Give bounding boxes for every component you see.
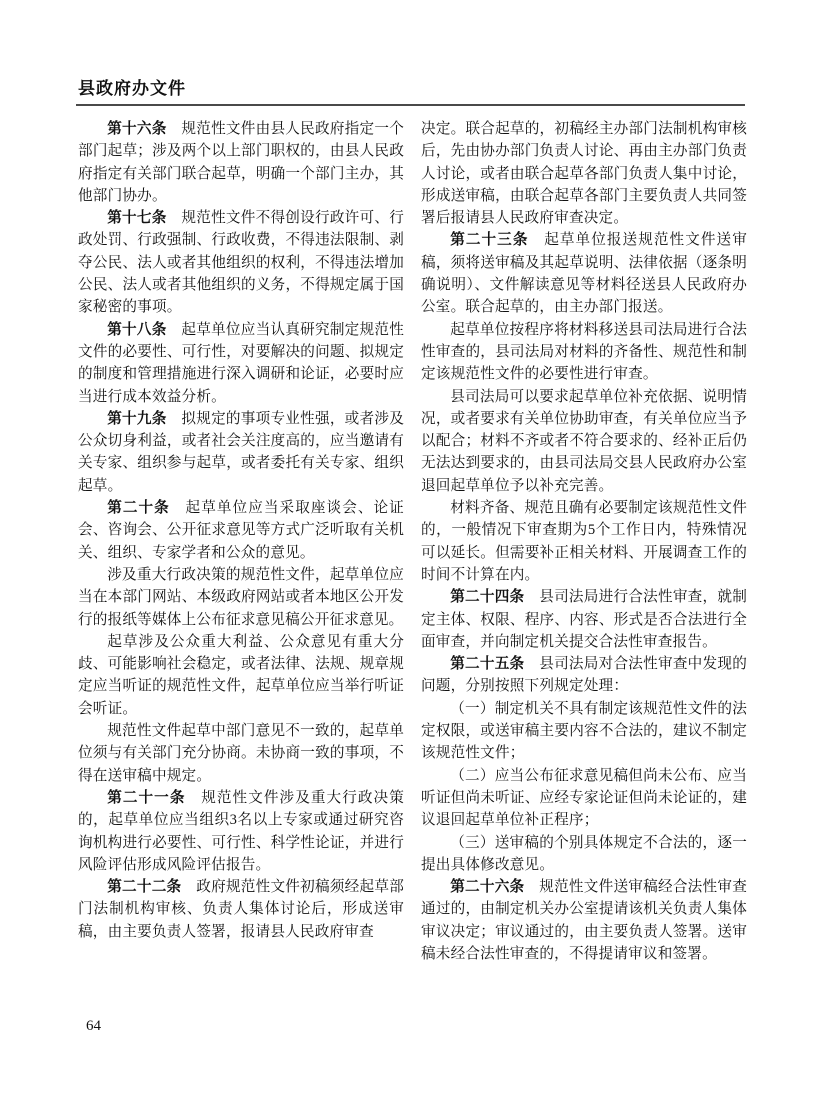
article-paragraph: 第二十条 起草单位应当采取座谈会、论证会、咨询会、公开征求意见等方式广泛听取有关机关、组织、专家学者和公众的意见。: [78, 500, 404, 561]
article-paragraph: 第十八条 起草单位应当认真研究制定规范性文件的必要性、可行性，对要解决的问题、拟规定的制度和管理措施进行深入调研和论证，必要时应当进行成本效益分析。: [78, 321, 404, 405]
article-number: 第十八条: [107, 321, 167, 338]
article-number: 第十六条: [107, 121, 167, 137]
header-divider: [76, 104, 745, 106]
article-paragraph: 第二十一条 规范性文件涉及重大行政决策的，起草单位应当组织3名以上专家或通过研究咨询机构进行必要性、可行性、科学性论证，并进行风险评估形成风险评估报告。: [78, 789, 404, 873]
article-number: 第二十一条: [107, 789, 186, 806]
body-paragraph: 涉及重大行政决策的规范性文件，起草单位应当在本部门网站、本级政府网站或者本地区公开发行的报纸等媒体上公布征求意见稿公开征求意见。: [78, 566, 404, 628]
body-paragraph: 规范性文件起草中部门意见不一致的，起草单位须与有关部门充分协商。未协商一致的事项，不得在送审稿中规定。: [78, 723, 404, 784]
article-paragraph: 第二十六条 规范性文件送审稿经合法性审查通过的，由制定机关办公室提请该机关负责人集体审议决定；审议通过的，由主要负责人签署。送审稿未经合法性审查的，不得提请审议和签署。: [421, 879, 747, 962]
body-paragraph: （二）应当公布征求意见稿但尚未公布、应当听证但尚未听证、应经专家论证但尚未论证的，建议退回起草单位补正程序；: [421, 767, 747, 829]
article-paragraph: 第十七条 规范性文件不得创设行政许可、行政处罚、行政强制、行政收费，不得违法限制、剥夺公民、法人或者其他组织的权利，不得违法增加公民、法人或者其他组织的义务，不得规定属于国家秘密的事项。: [78, 210, 404, 316]
article-number: 第二十四条: [450, 589, 525, 606]
article-number: 第十九条: [107, 410, 167, 427]
article-number: 第二十二条: [107, 879, 182, 896]
body-paragraph: 决定。联合起草的，初稿经主办部门法制机构审核后，先由协办部门负责人讨论、再由主办部门负责人讨论，或者由联合起草各部门负责人集中讨论，形成送审稿，由联合起草各部门主要负责人共同签署后报请县人民政府审查决定。: [421, 121, 747, 227]
article-paragraph: 第二十五条 县司法局对合法性审查中发现的问题，分别按照下列规定处理：: [421, 656, 747, 695]
body-paragraph: 县司法局可以要求起草单位补充依据、说明情况，或者要求有关单位协助审查，有关单位应当予以配合；材料不齐或者不符合要求的、经补正后仍无法达到要求的，由县司法局交县人民政府办公室退回起草单位予以补充完善。: [421, 388, 747, 494]
article-paragraph: 第二十三条 起草单位报送规范性文件送审稿，须将送审稿及其起草说明、法律依据（逐条明确说明）、文件解读意见等材料径送县人民政府办公室。联合起草的，由主办部门报送。: [421, 232, 747, 316]
article-paragraph: 第十六条 规范性文件由县人民政府指定一个部门起草；涉及两个以上部门职权的，由县人民政府指定有关部门联合起草，明确一个部门主办，其他部门协办。: [78, 121, 404, 204]
body-paragraph: （三）送审稿的个别具体规定不合法的，逐一提出具体修改意见。: [421, 834, 747, 873]
body-paragraph: （一）制定机关不具有制定该规范性文件的法定权限，或送审稿主要内容不合法的，建议不制定该规范性文件；: [421, 700, 747, 762]
body-paragraph: 材料齐备、规范且确有必要制定该规范性文件的，一般情况下审查期为5个工作日内，特殊情况可以延长。但需要补正相关材料、开展调查工作的时间不计算在内。: [421, 500, 747, 583]
article-number: 第二十五条: [450, 656, 525, 673]
article-number: 第十七条: [107, 210, 167, 227]
article-number: 第二十三条: [450, 232, 529, 249]
text-body: [78, 118, 747, 965]
column-left: [78, 118, 404, 965]
article-number: 第二十六条: [450, 879, 525, 896]
article-paragraph: 第二十二条 政府规范性文件初稿须经起草部门法制机构审核、负责人集体讨论后，形成送审稿，由主要负责人签署，报请县人民政府审查: [78, 879, 404, 940]
page-title: 县政府办文件: [78, 79, 186, 98]
page-number: 64: [86, 1018, 101, 1034]
article-paragraph: 第十九条 拟规定的事项专业性强，或者涉及公众切身利益，或者社会关注度高的，应当邀请有关专家、组织参与起草，或者委托有关专家、组织起草。: [78, 410, 404, 494]
article-number: 第二十条: [107, 500, 170, 517]
body-paragraph: 起草单位按程序将材料移送县司法局进行合法性审查的，县司法局对材料的齐备性、规范性和制定该规范性文件的必要性进行审查。: [421, 321, 747, 383]
article-paragraph: 第二十四条 县司法局进行合法性审查，就制定主体、权限、程序、内容、形式是否合法进行全面审查，并向制定机关提交合法性审查报告。: [421, 589, 747, 650]
column-right: [421, 118, 747, 965]
body-paragraph: 起草涉及公众重大利益、公众意见有重大分歧、可能影响社会稳定，或者法律、法规、规章规定应当听证的规范性文件，起草单位应当举行听证会听证。: [78, 633, 404, 717]
